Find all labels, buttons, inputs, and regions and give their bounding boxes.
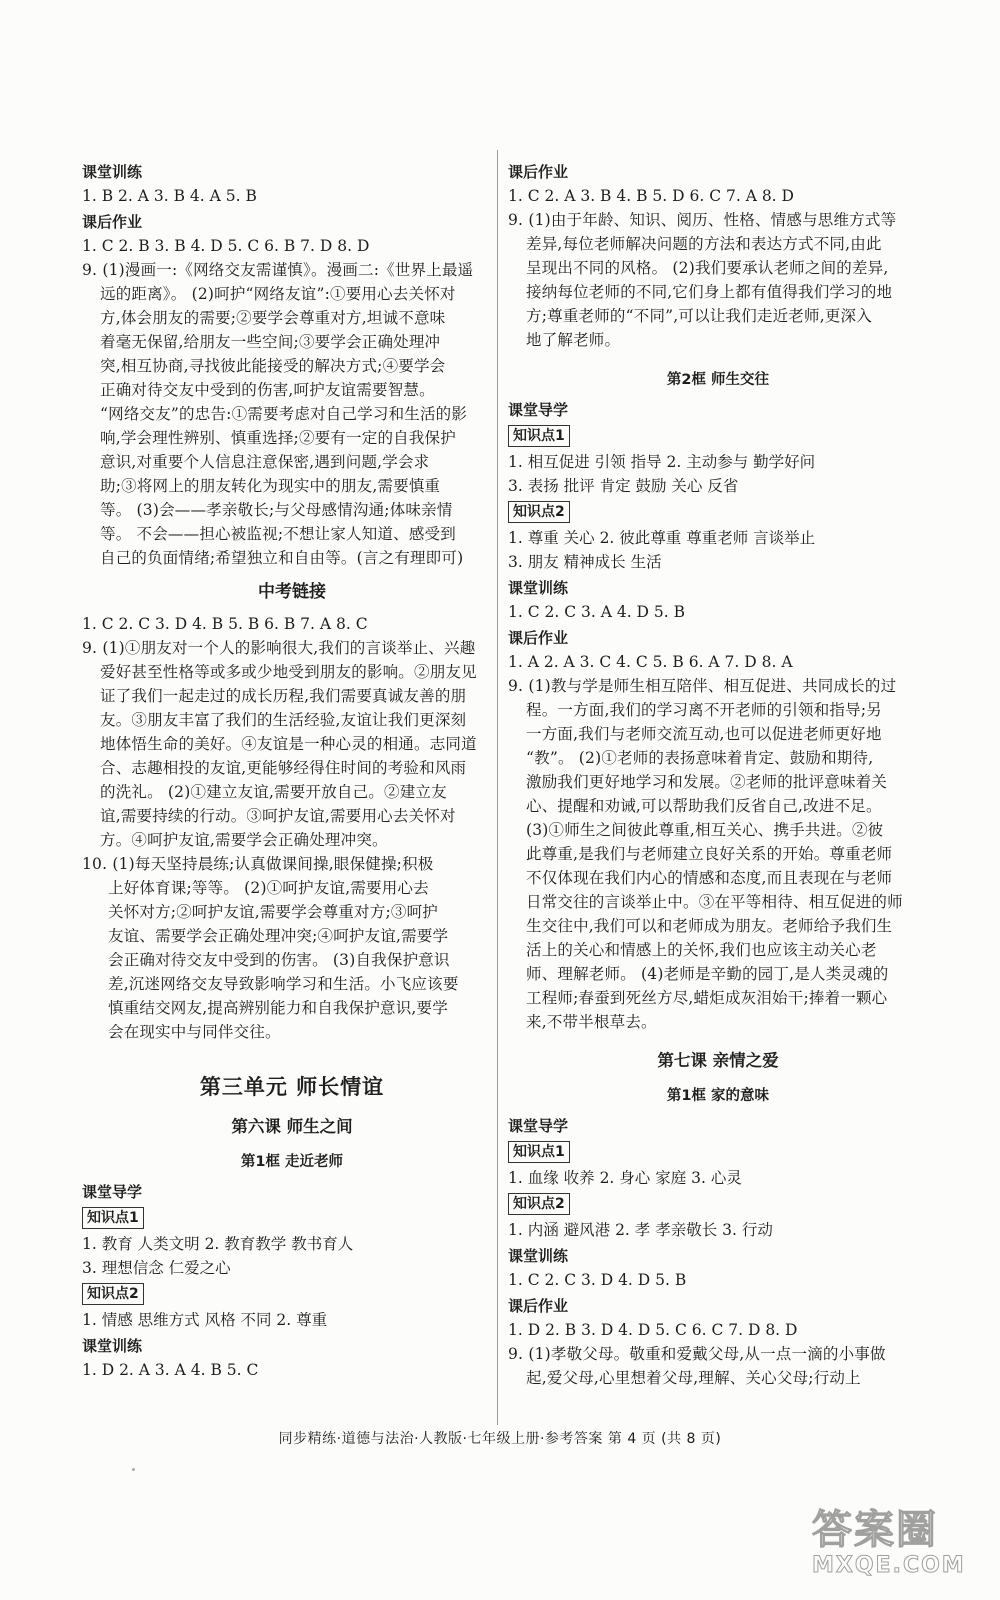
answer-line: 1. D 2. A 3. A 4. B 5. C <box>82 1361 259 1379</box>
paragraph-line: 响,学会理性辨别、慎重选择;②要有一定的自我保护 <box>100 429 456 447</box>
paragraph-line: 活上的关心和情感上的关怀,我们也应该主动关心老 <box>526 941 877 959</box>
paragraph-line: 地了解老师。 <box>526 331 621 349</box>
paragraph-line: (3)①师生之间彼此尊重,相互关心、携手共进。②彼 <box>526 821 884 839</box>
question-9 <box>508 674 928 1034</box>
answer-line: 1. C 2. A 3. B 4. B 5. D 6. C 7. A 8. D <box>508 187 794 205</box>
answer-line: 1. A 2. A 3. C 4. C 5. B 6. A 7. D 8. A <box>508 653 793 671</box>
knowledge-point-box: 知识点2 <box>82 1283 144 1305</box>
paragraph-line: 生交往中,我们可以和老师成为朋友。老师给予我们生 <box>526 917 893 935</box>
frame-title: 第1框 家的意味 <box>666 1088 770 1104</box>
answer-line: 1. 血缘 收养 2. 身心 家庭 3. 心灵 <box>508 1169 742 1187</box>
knowledge-point-box: 知识点1 <box>82 1207 144 1229</box>
paragraph-line: 友。③朋友丰富了我们的生活经验,友谊让我们更深刻 <box>100 711 467 729</box>
paragraph-line: 等。 不会——担心被监视;不想让家人知道、感受到 <box>100 525 456 543</box>
paragraph-line: 上好体育课;等等。 (2)①呵护友谊,需要用心去 <box>108 879 429 897</box>
knowledge-point-box: 知识点2 <box>508 501 570 523</box>
paragraph-line: 着毫无保留,给朋友一些空间;③要学会正确处理冲 <box>100 333 441 351</box>
section-label: 课堂训练 <box>508 579 569 597</box>
paragraph-line: 工程师;春蚕到死丝方尽,蜡炬成灰泪始干;捧着一颗心 <box>526 989 888 1007</box>
lesson-title: 第七课 亲情之爱 <box>657 1051 779 1070</box>
frame-title: 第1框 走近老师 <box>240 1154 344 1170</box>
paragraph-line: 呈现出不同的风格。 (2)我们要承认老师之间的差异, <box>526 259 889 277</box>
section-label: 课后作业 <box>508 1297 569 1315</box>
paragraph-line: 9. (1)①朋友对一个人的影响很大,我们的言谈举止、兴趣 <box>82 639 476 657</box>
question-9 <box>82 258 502 570</box>
section-label: 课堂导学 <box>508 1117 569 1135</box>
section-label: 课堂训练 <box>508 1247 569 1265</box>
watermark-logo <box>812 1508 982 1586</box>
paragraph-line: 的洗礼。 (2)①建立友谊,需要开放自己。②建立友 <box>100 783 447 801</box>
section-label: 课堂导学 <box>508 401 569 419</box>
paragraph-line: 合、志趣相投的友谊,更能够经得住时间的考验和风雨 <box>100 759 467 777</box>
scan-speck <box>132 1468 135 1471</box>
section-label: 课后作业 <box>508 629 569 647</box>
paragraph-line: 9. (1)教与学是师生相互陪伴、相互促进、共同成长的过 <box>508 677 897 695</box>
answer-line: 1. C 2. C 3. D 4. B 5. B 6. B 7. A 8. C <box>82 615 368 633</box>
paragraph-line: 自己的负面情绪;希望独立和自由等。(言之有理即可) <box>100 549 464 567</box>
zhongkao-question-10 <box>82 852 502 1044</box>
paragraph-line: 来,不带半根草去。 <box>526 1013 657 1031</box>
paragraph-line: 方,体会朋友的需要;②要学会尊重对方,坦诚不意味 <box>100 309 446 327</box>
paragraph-line: 远的距离》。 (2)呵护“网络友谊”:①要用心去关怀对 <box>100 285 456 303</box>
question-9 <box>508 1342 928 1390</box>
paragraph-line: 不仅体现在我们内心的情感和态度,而且表现在与老师 <box>526 869 893 887</box>
answer-line: 1. 相互促进 引领 指导 2. 主动参与 勤学好问 <box>508 453 816 471</box>
answer-line: 1. 情感 思维方式 风格 不同 2. 尊重 <box>82 1311 328 1329</box>
paragraph-line: 一方面,我们与老师交流互动,也可以促进老师更好地 <box>526 725 882 743</box>
paragraph-line: 关怀对方;②呵护友谊,需要学会尊重对方;③呵护 <box>108 903 438 921</box>
paragraph-line: 接纳每位老师的不同,它们身上都有值得我们学习的地 <box>526 283 893 301</box>
paragraph-line: 方;尊重老师的“不同”,可以让我们走近老师,更深入 <box>526 307 872 325</box>
answer-line: 1. D 2. B 3. D 4. D 5. C 6. C 7. D 8. D <box>508 1321 798 1339</box>
zhongkao-question-9 <box>82 636 502 852</box>
paragraph-line: 证了我们一起走过的成长历程,我们需要真诚友善的朋 <box>100 687 467 705</box>
answer-line: 1. 内涵 避风港 2. 孝 孝亲敬长 3. 行动 <box>508 1221 773 1239</box>
paragraph-line: 程。一方面,我们的学习离不开老师的引领和指导;另 <box>526 701 882 719</box>
answer-line: 1. B 2. A 3. B 4. A 5. B <box>82 187 257 205</box>
answer-line: 3. 朋友 精神成长 生活 <box>508 553 662 571</box>
paragraph-line: 9. (1)由于年龄、知识、阅历、性格、情感与思维方式等 <box>508 211 897 229</box>
paragraph-line: 差,沉迷网络交友导致影响学习和生活。小飞应该要 <box>108 975 459 993</box>
question-9 <box>508 208 928 352</box>
paragraph-line: 友谊、需要学会正确处理冲突;④呵护友谊,需要学 <box>108 927 449 945</box>
unit-title: 第三单元 师长情谊 <box>199 1075 385 1099</box>
frame-title: 第2框 师生交往 <box>666 372 770 388</box>
paragraph-line: 起,爱父母,心里想着父母,理解、关心父母;行动上 <box>526 1369 861 1387</box>
paragraph-line: 日常交往的言谈举止中。③在平等相待、相互促进的师 <box>526 893 903 911</box>
paragraph-line: 等。 (3)会——孝亲敬长;与父母感情沟通;体味亲情 <box>100 501 453 519</box>
paragraph-line: 正确对待交友中受到的伤害,呵护友谊需要智慧。 <box>100 381 435 399</box>
paragraph-line: 差异,每位老师解决问题的方法和表达方式不同,由此 <box>526 235 882 253</box>
paragraph-line: 9. (1)漫画一:《网络交友需谨慎》。漫画二:《世界上最遥 <box>82 261 474 279</box>
answer-line: 3. 理想信念 仁爱之心 <box>82 1259 231 1277</box>
answer-line: 1. C 2. C 3. D 4. D 5. B <box>508 1271 687 1289</box>
paragraph-line: 爱好甚至性格等或多或少地受到朋友的影响。②朋友见 <box>100 663 477 681</box>
answer-line: 1. C 2. C 3. A 4. D 5. B <box>508 603 686 621</box>
section-heading-zhongkao: 中考链接 <box>258 582 326 602</box>
knowledge-point-box: 知识点2 <box>508 1193 570 1215</box>
answer-line: 1. C 2. B 3. B 4. D 5. C 6. B 7. D 8. D <box>82 237 370 255</box>
knowledge-point-box: 知识点1 <box>508 1141 570 1163</box>
paragraph-line: 方。④呵护友谊,需要学会正确处理冲突。 <box>100 831 388 849</box>
watermark-text: 答案圈 <box>812 1507 938 1553</box>
paragraph-line: 心、提醒和劝诫,可以帮助我们反省自己,改进不足。 <box>526 797 882 815</box>
paragraph-line: 突,相互协商,寻找彼此能接受的解决方式;④要学会 <box>100 357 446 375</box>
answer-line: 1. 教育 人类文明 2. 教育教学 教书育人 <box>82 1235 354 1253</box>
section-label: 课后作业 <box>82 213 143 231</box>
paragraph-line: “网络交友”的忠告:①需要考虑对自己学习和生活的影 <box>100 405 468 423</box>
knowledge-point-box: 知识点1 <box>508 425 570 447</box>
section-label: 课堂导学 <box>82 1183 143 1201</box>
paragraph-line: 会正确对待交友中受到的伤害。 (3)自我保护意识 <box>108 951 450 969</box>
paragraph-line: 地体悟生命的美好。④友谊是一种心灵的相通。志同道 <box>100 735 477 753</box>
paragraph-line: 会在现实中与同伴交往。 <box>108 1023 281 1041</box>
right-column <box>508 158 928 1390</box>
paragraph-line: 助;③将网上的朋友转化为现实中的朋友,需要慎重 <box>100 477 441 495</box>
paragraph-line: 谊,需要持续的行动。③呵护友谊,需要用心去关怀对 <box>100 807 456 825</box>
watermark-url: MXQE.COM <box>812 1553 966 1578</box>
paragraph-line: 10. (1)每天坚持晨练;认真做课间操,眼保健操;积极 <box>82 855 434 873</box>
left-column <box>82 158 502 1382</box>
section-label: 课堂训练 <box>82 163 143 181</box>
section-label: 课后作业 <box>508 163 569 181</box>
answer-line: 1. 尊重 关心 2. 彼此尊重 尊重老师 言谈举止 <box>508 529 816 547</box>
lesson-title: 第六课 师生之间 <box>231 1117 353 1136</box>
paragraph-line: 9. (1)孝敬父母。敬重和爱戴父母,从一点一滴的小事做 <box>508 1345 886 1363</box>
paragraph-line: 师、理解老师。 (4)老师是辛勤的园丁,是人类灵魂的 <box>526 965 889 983</box>
paragraph-line: 激励我们更好地学习和发展。②老师的批评意味着关 <box>526 773 888 791</box>
paragraph-line: 慎重结交网友,提高辨别能力和自我保护意识,要学 <box>108 999 448 1017</box>
paragraph-line: “教”。 (2)①老师的表扬意味着肯定、鼓励和期待, <box>526 749 874 767</box>
paragraph-line: 此尊重,是我们与老师建立良好关系的开始。尊重老师 <box>526 845 893 863</box>
page-footer: 同步精练·道德与法治·人教版·七年级上册·参考答案 第 4 页 (共 8 页) <box>278 1431 722 1447</box>
column-divider <box>497 150 498 1425</box>
answer-line: 3. 表扬 批评 肯定 鼓励 关心 反省 <box>508 477 739 495</box>
paragraph-line: 意识,对重要个人信息注意保密,遇到问题,学会求 <box>100 453 430 471</box>
section-label: 课堂训练 <box>82 1337 143 1355</box>
